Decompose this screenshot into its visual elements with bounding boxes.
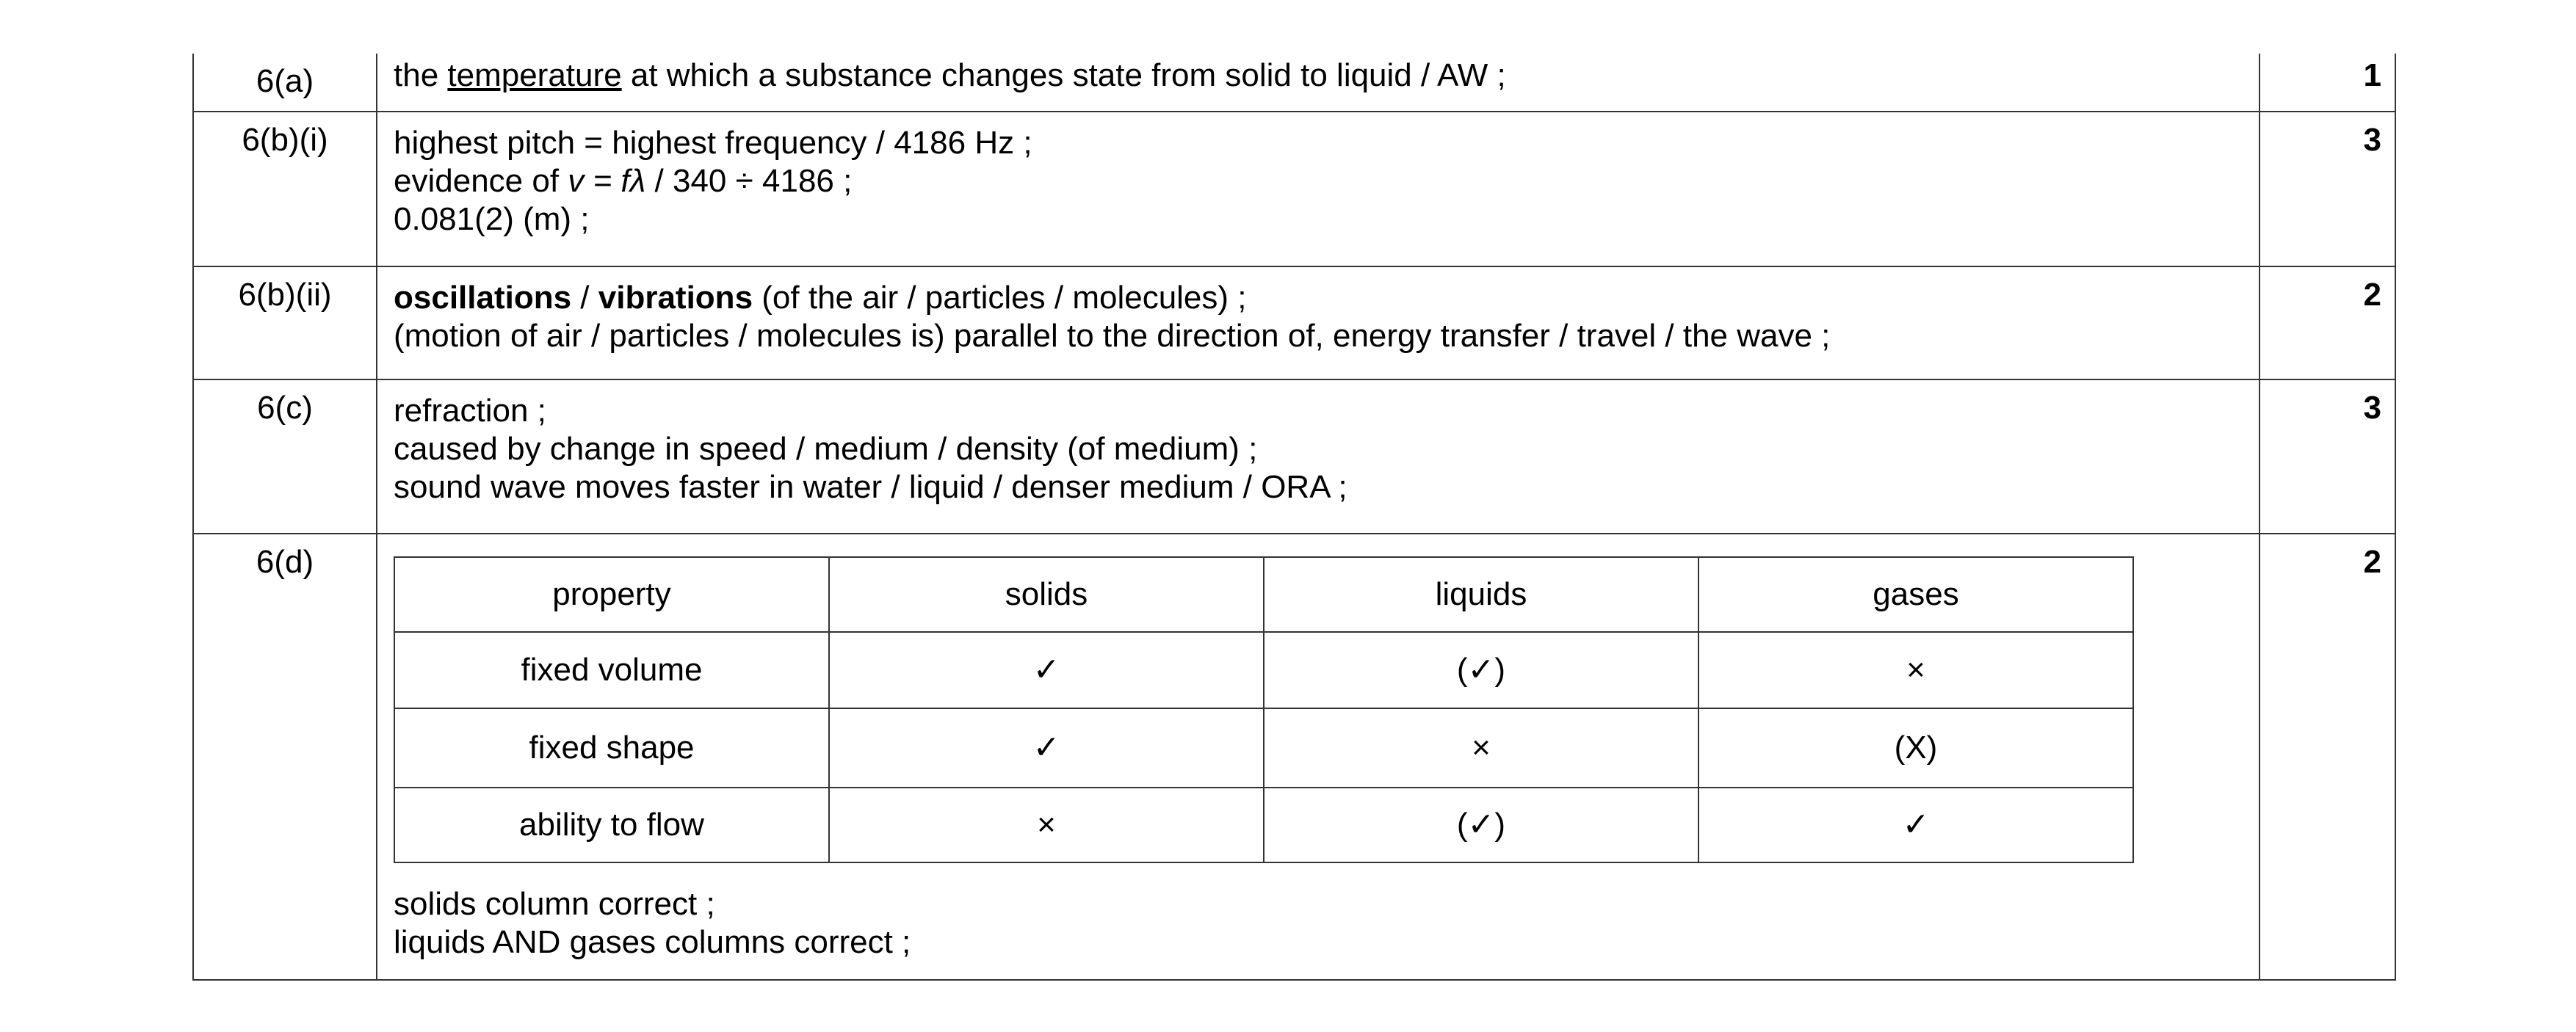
mark-cell: × bbox=[1264, 708, 1698, 788]
mark-scheme-table bbox=[192, 54, 2396, 981]
text: / 340 ÷ 4186 ; bbox=[645, 163, 853, 199]
header-row bbox=[394, 557, 2133, 632]
header-cell: gases bbox=[1698, 557, 2133, 632]
marks: 2 bbox=[2260, 266, 2395, 379]
marks: 2 bbox=[2260, 534, 2395, 980]
mark-cell: × bbox=[829, 788, 1264, 862]
answer-line: 0.081(2) (m) ; bbox=[394, 201, 590, 237]
property-cell: fixed shape bbox=[394, 708, 829, 788]
answer-line: sound wave moves faster in water / liquid / denser medium / ORA ; bbox=[394, 469, 1347, 505]
mark-cell: (✓) bbox=[1264, 632, 1698, 708]
mark-cell: ✓ bbox=[1698, 788, 2133, 862]
answer-cell bbox=[377, 379, 2260, 534]
header-cell: liquids bbox=[1264, 557, 1698, 632]
text: / bbox=[571, 280, 598, 316]
answer-cell bbox=[377, 112, 2260, 266]
question-number: 6(b)(ii) bbox=[193, 266, 377, 379]
text: at which a substance changes state from solid to liquid / AW ; bbox=[621, 57, 1506, 93]
mark-cell: ✓ bbox=[829, 708, 1264, 788]
marks: 1 bbox=[2260, 54, 2395, 112]
mark-cell: ✓ bbox=[829, 632, 1264, 708]
bold-keyword: vibrations bbox=[598, 280, 753, 316]
mark-cell: (✓) bbox=[1264, 788, 1698, 862]
answer-line: highest pitch = highest frequency / 4186 Hz ; bbox=[394, 125, 1032, 161]
mark-cell: (X) bbox=[1698, 708, 2133, 788]
question-row-6bii bbox=[193, 266, 2395, 379]
underlined-keyword: temperature bbox=[447, 57, 622, 93]
answer-line bbox=[394, 57, 2244, 95]
table-row bbox=[394, 788, 2133, 862]
question-row-6d bbox=[193, 534, 2395, 980]
text: (of the air / particles / molecules) ; bbox=[753, 280, 1247, 316]
question-number: 6(d) bbox=[193, 534, 377, 980]
question-row-6bi bbox=[193, 112, 2395, 266]
question-number: 6(b)(i) bbox=[193, 112, 377, 266]
table-row bbox=[394, 632, 2133, 708]
header-cell: property bbox=[394, 557, 829, 632]
answer-line bbox=[394, 279, 2244, 317]
question-row-6c bbox=[193, 379, 2395, 534]
question-row-6a bbox=[193, 54, 2395, 112]
property-cell: fixed volume bbox=[394, 632, 829, 708]
answer-cell bbox=[377, 266, 2260, 379]
answer-line: (motion of air / particles / molecules is) parallel to the direction of, energy transfer / travel / the wave ; bbox=[394, 318, 1831, 354]
answer-line bbox=[394, 162, 2244, 200]
text: the bbox=[394, 57, 448, 93]
bold-keyword: oscillations bbox=[394, 280, 572, 316]
table-row bbox=[394, 708, 2133, 788]
answer-cell bbox=[377, 534, 2260, 980]
header-cell: solids bbox=[829, 557, 1264, 632]
marks: 3 bbox=[2260, 379, 2395, 534]
question-number: 6(a) bbox=[193, 54, 377, 112]
wave-equation: v = fλ bbox=[568, 163, 646, 199]
question-number: 6(c) bbox=[193, 379, 377, 534]
text: evidence of bbox=[394, 163, 568, 199]
answer-cell bbox=[377, 54, 2260, 112]
answer-line: refraction ; bbox=[394, 393, 546, 429]
answer-line: liquids AND gases columns correct ; bbox=[394, 924, 911, 960]
states-of-matter-table bbox=[394, 556, 2134, 863]
answer-line: solids column correct ; bbox=[394, 886, 715, 922]
marks: 3 bbox=[2260, 112, 2395, 266]
property-cell: ability to flow bbox=[394, 788, 829, 862]
mark-cell: × bbox=[1698, 632, 2133, 708]
answer-line: caused by change in speed / medium / density (of medium) ; bbox=[394, 431, 1258, 467]
